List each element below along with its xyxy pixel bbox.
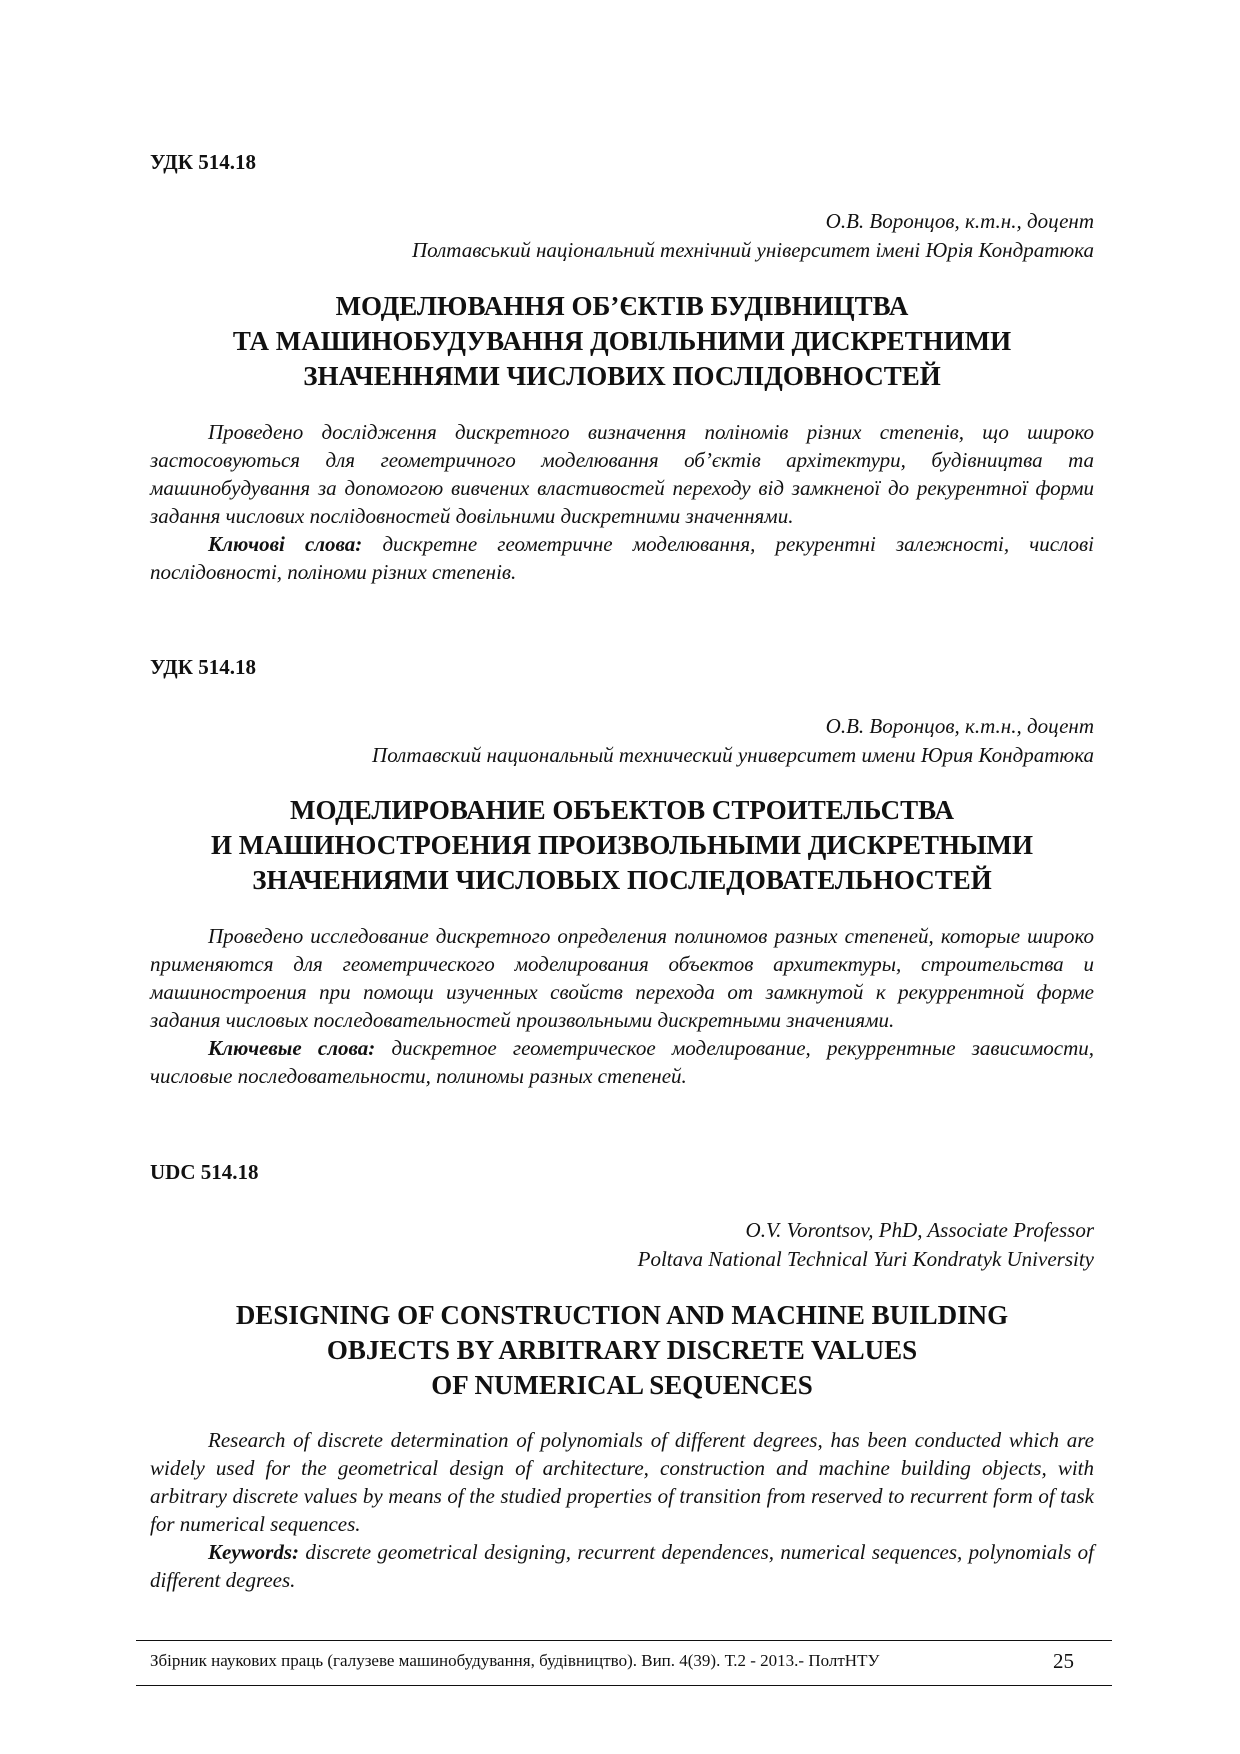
keywords-paragraph bbox=[150, 1034, 1094, 1090]
footer-citation: Збірник наукових праць (галузеве машинобудування, будівництво). Вип. 4(39). Т.2 - 2013.- ПолтНТУ bbox=[150, 1651, 880, 1670]
keywords-label: Keywords: bbox=[208, 1540, 299, 1564]
author-block bbox=[150, 1216, 1094, 1274]
article-title bbox=[150, 289, 1094, 394]
abstract bbox=[150, 922, 1094, 1090]
keywords-text: discrete geometrical designing, recurrent dependences, numerical sequences, polynomials of different degrees. bbox=[150, 1540, 1095, 1592]
title-line: ЗНАЧЕНИЯМИ ЧИСЛОВЫХ ПОСЛЕДОВАТЕЛЬНОСТЕЙ bbox=[252, 865, 992, 895]
title-line: МОДЕЛИРОВАНИЕ ОБЪЕКТОВ СТРОИТЕЛЬСТВА bbox=[290, 795, 954, 825]
page-number: 25 bbox=[1053, 1649, 1074, 1673]
keywords-text: дискретне геометричне моделювання, рекурентні залежності, числові послідовності, поліноми різних степенів. bbox=[150, 532, 1094, 584]
title-line: ЗНАЧЕННЯМИ ЧИСЛОВИХ ПОСЛІДОВНОСТЕЙ bbox=[303, 361, 941, 391]
abstract bbox=[150, 418, 1094, 586]
author-affiliation: Poltava National Technical Yuri Kondratyk University bbox=[637, 1247, 1094, 1271]
title-line: МОДЕЛЮВАННЯ ОБ’ЄКТІВ БУДІВНИЦТВА bbox=[335, 291, 909, 321]
author-name: О.В. Воронцов, к.т.н., доцент bbox=[825, 209, 1094, 233]
keywords-label: Ключевые слова: bbox=[208, 1036, 376, 1060]
article-title bbox=[150, 1298, 1094, 1403]
abstract-text: Проведено исследование дискретного определения полиномов разных степеней, которые широко применяются для геометрического моделирования объектов архитектуры, строительства и машиностроения при помощи изученных свойств перехода от замкнутой к рекуррентной форме задания числовых последовательностей произвольными дискретными значениями. bbox=[150, 924, 1094, 1032]
author-name: О.В. Воронцов, к.т.н., доцент bbox=[825, 714, 1094, 738]
title-line: OF NUMERICAL SEQUENCES bbox=[431, 1370, 813, 1400]
keywords-text: дискретное геометрическое моделирование, рекуррентные зависимости, числовые последовательности, полиномы разных степеней. bbox=[150, 1036, 1095, 1088]
keywords-paragraph bbox=[150, 530, 1094, 586]
article-title bbox=[150, 793, 1094, 898]
author-affiliation: Полтавский национальный технический университет имени Юрия Кондратюка bbox=[372, 743, 1094, 767]
page-footer bbox=[136, 1640, 1112, 1686]
abstract-text: Research of discrete determination of polynomials of different degrees, has been conducted which are widely used for the geometrical design of architecture, construction and machine building objects, with arbitrary discrete values by means of the studied properties of transition from reserved to recurrent form of task for numerical sequences. bbox=[150, 1428, 1094, 1536]
keywords-label: Ключові слова: bbox=[208, 532, 363, 556]
udc-code: УДК 514.18 bbox=[150, 150, 256, 174]
author-block bbox=[150, 712, 1094, 770]
title-line: И МАШИНОСТРОЕНИЯ ПРОИЗВОЛЬНЫМИ ДИСКРЕТНЫМИ bbox=[211, 830, 1033, 860]
abstract bbox=[150, 1426, 1094, 1594]
title-line: ТА МАШИНОБУДУВАННЯ ДОВІЛЬНИМИ ДИСКРЕТНИМИ bbox=[232, 326, 1012, 356]
author-affiliation: Полтавський національний технічний університет імені Юрія Кондратюка bbox=[411, 238, 1094, 262]
title-line: OBJECTS BY ARBITRARY DISCRETE VALUES bbox=[326, 1335, 918, 1365]
author-block bbox=[150, 207, 1094, 265]
udc-code: UDC 514.18 bbox=[150, 1160, 259, 1184]
title-line: DESIGNING OF CONSTRUCTION AND MACHINE BUILDING bbox=[235, 1300, 1009, 1330]
abstract-text: Проведено дослідження дискретного визначення поліномів різних степенів, що широко застосовуються для геометричного моделювання об’єктів архітектури, будівництва та машинобудування за допомогою вивчених властивостей переходу від замкненої до рекурентної форми задання числових послідовностей довільними дискретними значеннями. bbox=[150, 420, 1094, 528]
udc-code: УДК 514.18 bbox=[150, 655, 256, 679]
keywords-paragraph bbox=[150, 1538, 1094, 1594]
author-name: O.V. Vorontsov, PhD, Associate Professor bbox=[745, 1218, 1094, 1242]
